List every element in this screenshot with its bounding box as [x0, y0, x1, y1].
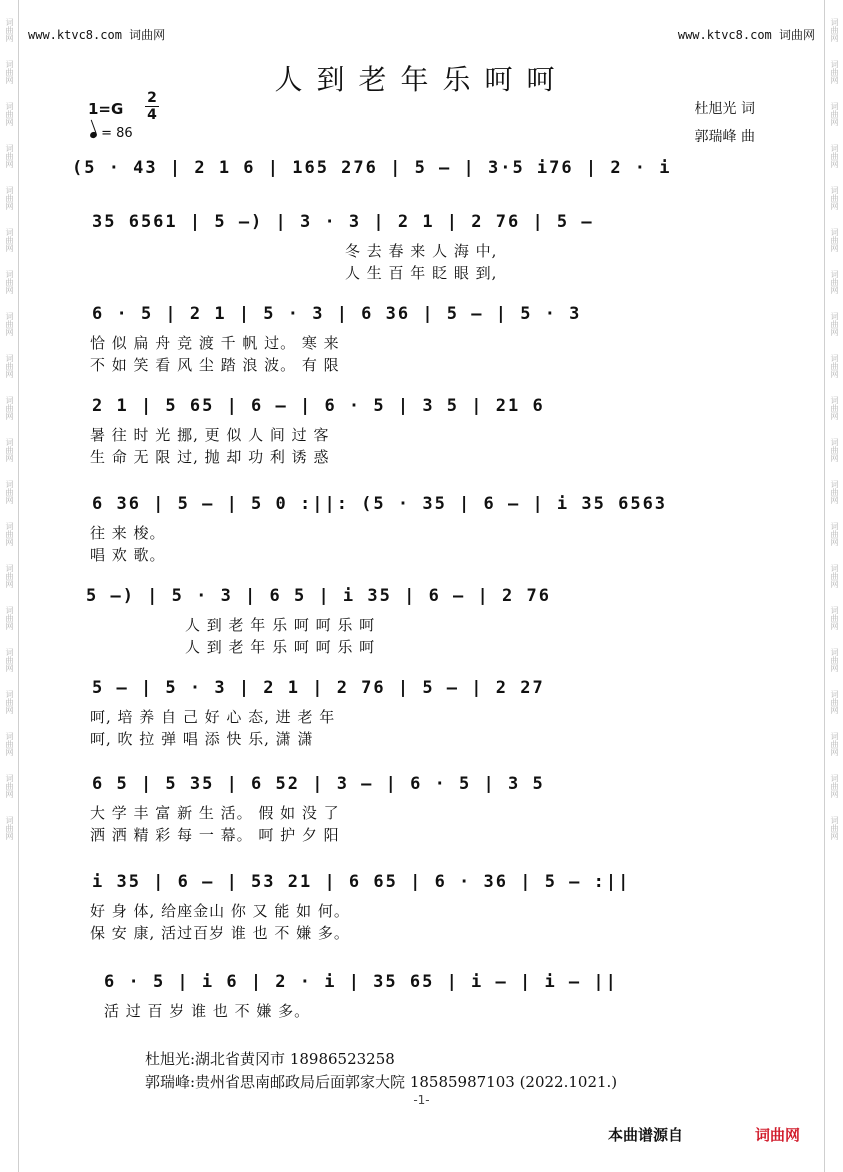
notation-line: 35 6561 | 5 —) | 3 · 3 | 2 1 | 2 76 | 5 — [92, 212, 594, 232]
score-row [0, 678, 843, 753]
key-signature: 1=G [88, 100, 124, 118]
watermark-text: 词曲网 [5, 102, 14, 126]
source-label: 本曲谱源自 [608, 1126, 684, 1144]
watermark-text: 词曲网 [830, 270, 839, 294]
notation-line: 6 · 5 | i 6 | 2 · i | 35 65 | i — | i — || [104, 972, 618, 992]
site-url-left: www.ktvc8.com 词曲网 [28, 28, 166, 42]
watermark-text: 词曲网 [5, 228, 14, 252]
composer-credit: 郭瑞峰 曲 [694, 129, 755, 145]
watermark-text: 词曲网 [830, 438, 839, 462]
score-row [0, 304, 843, 379]
lyric-verse-1: 呵, 培 养 自 己 好 心 态, 进 老 年 [90, 708, 336, 726]
watermark-text: 词曲网 [5, 186, 14, 210]
tempo-marking [90, 126, 133, 141]
watermark-text: 词曲网 [5, 774, 14, 798]
notation-line: 6 36 | 5 — | 5 0 :||: (5 · 35 | 6 — | i 35 6563 [92, 494, 668, 514]
watermark-text: 词曲网 [830, 522, 839, 546]
watermark-text: 词曲网 [830, 396, 839, 420]
watermark-text: 词曲网 [830, 312, 839, 336]
watermark-text: 词曲网 [830, 732, 839, 756]
lyricist-credit: 杜旭光 词 [694, 101, 755, 117]
quarter-note-icon [89, 131, 98, 139]
watermark-text: 词曲网 [5, 816, 14, 840]
watermark-text: 词曲网 [830, 690, 839, 714]
lyric-verse-1: 好 身 体, 给座金山 你 又 能 如 何。 [90, 902, 350, 920]
notation-line: 5 —) | 5 · 3 | 6 5 | i 35 | 6 — | 2 76 [86, 586, 551, 606]
watermark-text: 词曲网 [830, 186, 839, 210]
brand-link[interactable]: 词曲网 [755, 1126, 801, 1144]
lyric-verse-2: 呵, 吹 拉 弹 唱 添 快 乐, 潇 潇 [90, 730, 314, 748]
lyric-verse-2: 唱 欢 歌。 [90, 546, 166, 564]
lyric-verse-2: 洒 洒 精 彩 每 一 幕。 呵 护 夕 阳 [90, 826, 340, 844]
score-row [0, 212, 843, 287]
watermark-text: 词曲网 [5, 522, 14, 546]
time-signature-bottom: 4 [147, 107, 157, 123]
score-row [0, 396, 843, 471]
composer-contact: 郭瑞峰:贵州省思南邮政局后面郭家大院 18585987103 (2022.1021.) [145, 1073, 618, 1091]
lyric-verse-2: 保 安 康, 活过百岁 谁 也 不 嫌 多。 [90, 924, 350, 942]
lyric-verse-1: 大 学 丰 富 新 生 活。 假 如 没 了 [90, 804, 340, 822]
watermark-text: 词曲网 [5, 312, 14, 336]
watermark-text: 词曲网 [5, 270, 14, 294]
lyric-verse-1: 暑 往 时 光 挪, 更 似 人 间 过 客 [90, 426, 330, 444]
tempo-value: = 86 [101, 126, 133, 141]
watermark-text: 词曲网 [5, 564, 14, 588]
lyric-verse-2: 人 生 百 年 眨 眼 到, [345, 264, 498, 282]
watermark-text: 词曲网 [830, 354, 839, 378]
watermark-text: 词曲网 [830, 18, 839, 42]
song-title: 人到老年乐呵呵 [274, 63, 569, 96]
notation-line: (5 · 43 | 2 1 6 | 165 276 | 5 — | 3·5 i76 | 2 · i [72, 158, 672, 178]
page-number: -1- [413, 1093, 430, 1107]
watermark-text: 词曲网 [830, 564, 839, 588]
lyric-verse-1: 往 来 梭。 [90, 524, 166, 542]
time-signature [145, 90, 159, 123]
watermark-text: 词曲网 [5, 732, 14, 756]
score-row [0, 586, 843, 661]
watermark-text: 词曲网 [830, 606, 839, 630]
watermark-text: 词曲网 [5, 144, 14, 168]
site-url-right: www.ktvc8.com 词曲网 [677, 28, 815, 42]
score-row [0, 494, 843, 569]
score-row [0, 158, 843, 198]
watermark-text: 词曲网 [5, 354, 14, 378]
watermark-text: 词曲网 [5, 648, 14, 672]
watermark-text: 词曲网 [830, 480, 839, 504]
watermark-text: 词曲网 [830, 102, 839, 126]
watermark-text: 词曲网 [830, 774, 839, 798]
watermark-text: 词曲网 [830, 648, 839, 672]
score-row [0, 972, 843, 1027]
lyric-verse-2: 人 到 老 年 乐 呵 呵 乐 呵 [185, 638, 376, 656]
watermark-text: 词曲网 [830, 816, 839, 840]
watermark-text: 词曲网 [5, 690, 14, 714]
lyric-verse-2: 生 命 无 限 过, 抛 却 功 利 诱 惑 [90, 448, 330, 466]
watermark-text: 词曲网 [5, 60, 14, 84]
score-row [0, 774, 843, 849]
score-row [0, 872, 843, 947]
watermark-text: 词曲网 [5, 18, 14, 42]
notation-line: 6 · 5 | 2 1 | 5 · 3 | 6 36 | 5 — | 5 · 3 [92, 304, 582, 324]
watermark-text: 词曲网 [830, 60, 839, 84]
lyricist-contact: 杜旭光:湖北省黄冈市 18986523258 [145, 1050, 395, 1068]
notation-line: 6 5 | 5 35 | 6 52 | 3 — | 6 · 5 | 3 5 [92, 774, 545, 794]
watermark-text: 词曲网 [830, 144, 839, 168]
lyric-verse-1: 人 到 老 年 乐 呵 呵 乐 呵 [185, 616, 376, 634]
time-signature-top: 2 [147, 90, 157, 106]
lyric-verse-2: 不 如 笑 看 风 尘 踏 浪 波。 有 限 [90, 356, 340, 374]
watermark-text: 词曲网 [5, 606, 14, 630]
notation-line: i 35 | 6 — | 53 21 | 6 65 | 6 · 36 | 5 — :|| [92, 872, 631, 892]
lyric-verse-1: 恰 似 扁 舟 竞 渡 千 帆 过。 寒 来 [90, 334, 340, 352]
watermark-text: 词曲网 [5, 438, 14, 462]
watermark-text: 词曲网 [830, 228, 839, 252]
lyric-verse-1: 活 过 百 岁 谁 也 不 嫌 多。 [104, 1002, 311, 1020]
notation-line: 5 — | 5 · 3 | 2 1 | 2 76 | 5 — | 2 27 [92, 678, 545, 698]
lyric-verse-1: 冬 去 春 来 人 海 中, [345, 242, 498, 260]
watermark-text: 词曲网 [5, 480, 14, 504]
notation-line: 2 1 | 5 65 | 6 — | 6 · 5 | 3 5 | 21 6 [92, 396, 545, 416]
watermark-text: 词曲网 [5, 396, 14, 420]
